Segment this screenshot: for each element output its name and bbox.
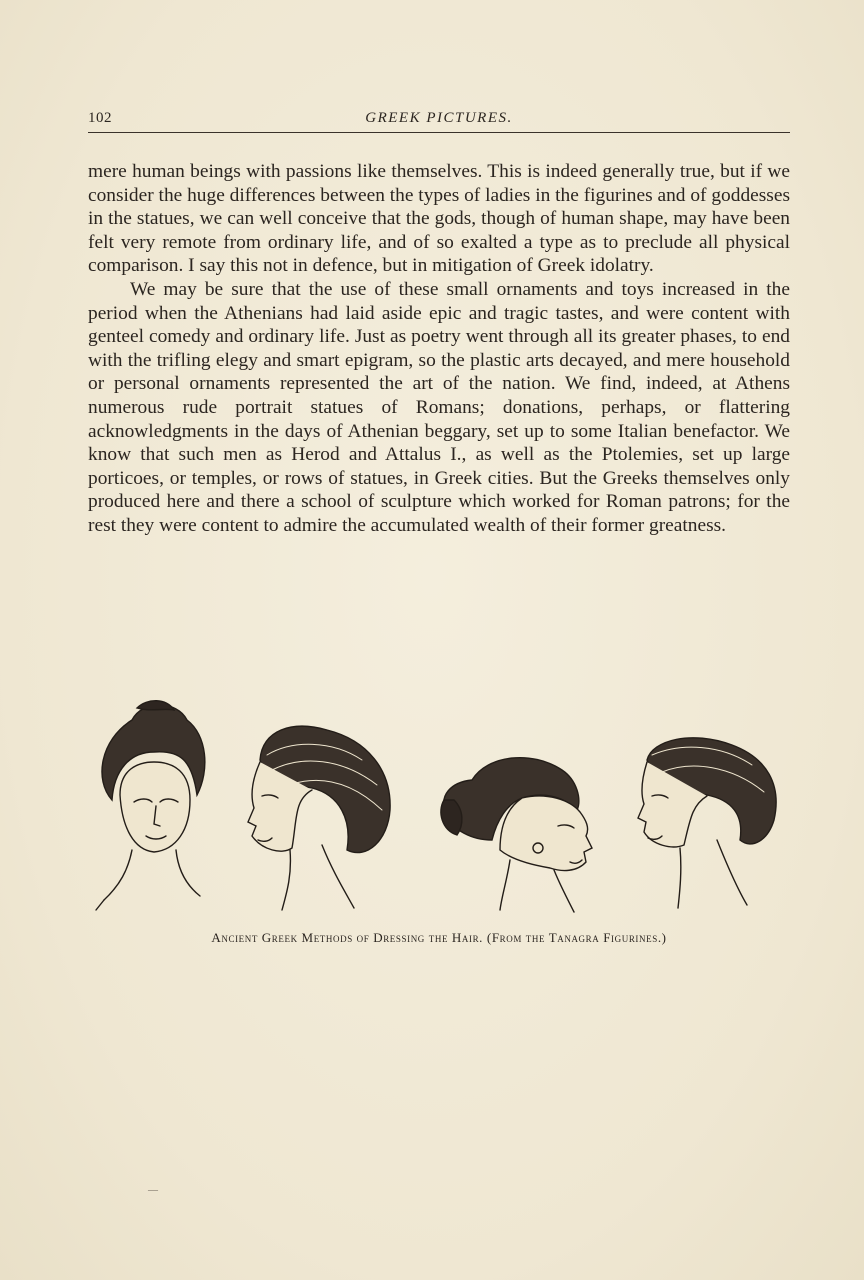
paragraph-1: mere human beings with passions like themselves. This is indeed generally true, but if we consider the huge differences between the types of ladies in the figurines and of goddesses in the statues, we can well conceive that the gods, though of human shape, may have been felt very remote from ordinary life, and of so exalted a type as to preclude all physical comparison. I say this not in defence, but in mitigation of Greek idolatry. xyxy=(88,161,790,277)
hairstyle-illustration xyxy=(92,700,782,915)
body-text xyxy=(88,160,790,538)
page-number: 102 xyxy=(88,110,112,126)
head-profile-low-bun xyxy=(441,758,592,912)
paragraph-2: We may be sure that the use of these small ornaments and toys increased in the period when the Athenians had laid aside epic and tragic tastes, and were content with genteel comedy and ordinary life. Just as poetry went through all its greater phases, to end with the trifling elegy and smart epigram, so the plastic arts decayed, and mere household or personal ornaments represented the art of the nation. We find, indeed, at Athens numerous rude portrait statues of Romans; donations, perhaps, or flattering acknowledgments in the days of Athenian beggary, set up to some Italian benefactor. We know that such men as Herod and Attalus I., as well as the Ptolemies, set up large porticoes, or temples, or rows of statues, in Greek cities. But the Greeks themselves only produced here and there a school of sculpture which worked for Roman patrons; for the rest they were content to admire the accumulated wealth of their former greatness. xyxy=(88,278,790,536)
head-profile-chignon xyxy=(638,738,776,908)
hairstyle-engraving xyxy=(92,700,782,915)
head-frontal-topknot xyxy=(96,701,205,910)
head-profile-braids xyxy=(248,726,390,910)
running-title: GREEK PICTURES. xyxy=(365,110,513,126)
figure-caption: Ancient Greek Methods of Dressing the Hair. (From the Tanagra Figurines.) xyxy=(211,930,667,945)
page-header xyxy=(88,110,790,133)
stray-ink-mark: — xyxy=(148,1185,158,1196)
